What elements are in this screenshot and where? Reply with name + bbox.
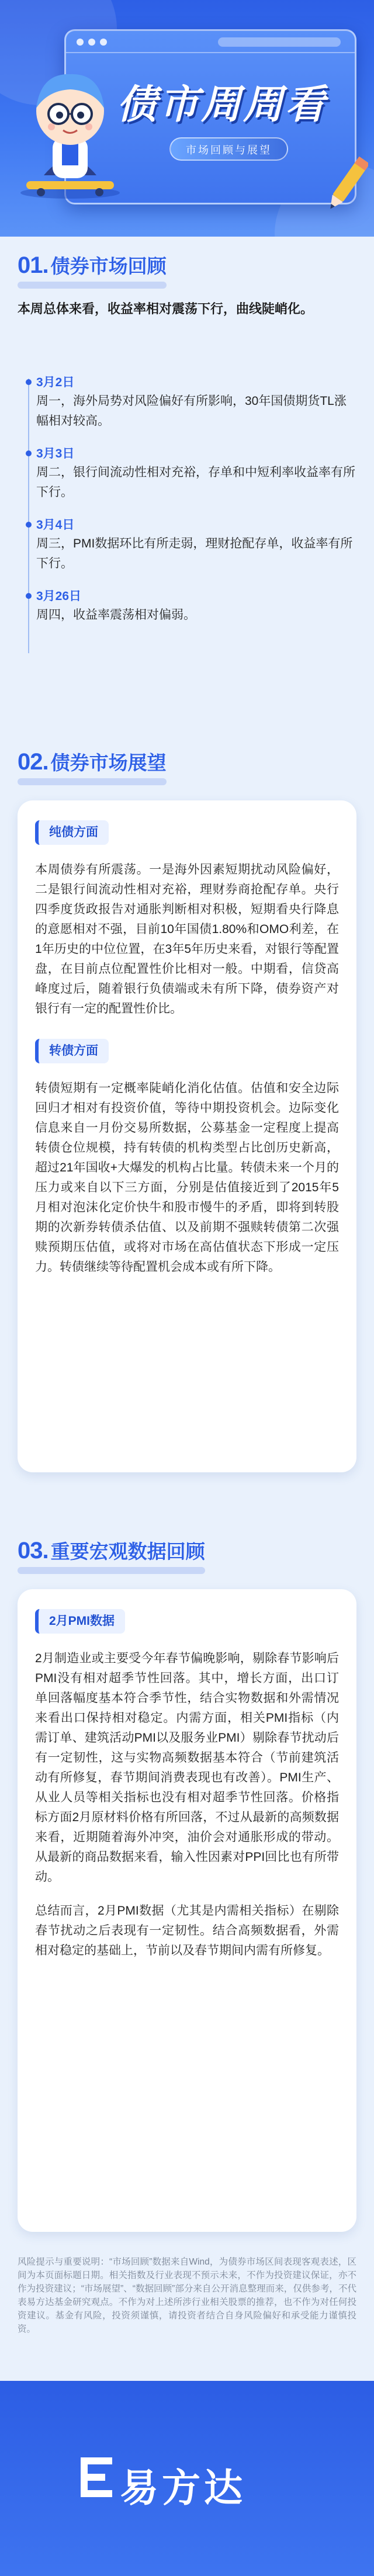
section-3-header	[18, 1537, 205, 1564]
section-title: 重要宏观数据回顾	[50, 1541, 205, 1562]
section-1-header	[18, 251, 167, 279]
macro-data-card	[18, 1589, 356, 2232]
timeline-item	[18, 516, 356, 574]
pmi-tag: 2月PMI数据	[35, 1609, 125, 1634]
convertible-bond-text: 转债短期有一定概率陡峭化消化估值。估值和安全边际回归才相对有投资价值，等待中期投资机会。边际变化信息来自一月份交易所数据，公募基金一定程度上提高转债仓位规模，持有转债的机构类型占比创历史新高，超过21年国收+大爆发的机构占比量。转债未来一个月的压力或来自以下三方面，分别是估值接近到了2015年5月相对泡沫化定价快牛和股市慢牛的矛盾，即将到转股期的次新券转债杀估值、以及前期不强赎转债第二次强赎预期压估值，或将对市场在高估值状态下形成一定压力。转债继续等待配置机会成本或有所下降。	[35, 1081, 339, 1274]
timeline-date: 3月4日	[36, 518, 75, 532]
brand-name: 易方达	[120, 2466, 246, 2509]
pmi-paragraph-2: 总结而言，2月PMI数据（尤其是内需相关指标）在剔除春节扰动之后表现有一定韧性。结合高频数据看，外需相对稳定的基础上，节前以及春节期间内需有所修复。	[35, 1904, 339, 1957]
market-review-timeline	[18, 374, 356, 639]
banner-subtitle: 市场回顾与展望	[169, 137, 288, 161]
section-title: 债券市场回顾	[50, 255, 167, 277]
timeline-item	[18, 588, 356, 625]
timeline-date: 3月3日	[36, 447, 75, 460]
outlook-card	[18, 800, 356, 1472]
mascot-illustration	[12, 56, 129, 202]
risk-disclaimer: 风险提示与重要说明：“市场回顾”数据来自Wind，为债券市场区间表现客观表述，区间为本页面标题日期。相关指数及行业表现不预示未来，不作为投资建议保证，亦不作为投资建议；“市场展望”、“数据回顾”部分来自公开消息整理而来，仅供参考，不代表易方达基金研究观点。不作为对上述所涉行业相关股票的推荐，也不作为对任何投资建议。基金有风险，投资须谨慎，请投资者结合自身风险偏好和承受能力谨慎投资。	[18, 2257, 356, 2334]
section-number: 03.	[18, 1538, 49, 1563]
pure-bond-tag: 纯债方面	[35, 820, 109, 845]
convertible-bond-tag: 转债方面	[35, 1039, 109, 1063]
banner-title: 债市周周看	[117, 82, 328, 128]
brand-logo-icon	[76, 2454, 117, 2501]
pencil-icon	[327, 149, 368, 219]
timeline-date: 3月26日	[36, 590, 82, 603]
timeline-item	[18, 445, 356, 502]
section-number: 01.	[18, 252, 49, 278]
timeline-text: 周四，收益率震荡相对偏弱。	[36, 608, 196, 622]
pure-bond-text: 本周债券有所震荡。一是海外因素短期扰动风险偏好，二是银行间流动性相对充裕，理财券商抢配存单。央行四季度货政报告对通胀判断相对积极，短期看央行降息的意愿相对不强，目前10年国债1.80%和OMO利差，在1年历史的中位位置，在3年5年历史来看，对银行等配置盘，在目前点位配置性价比相对一般。中期看，信贷高峰度过后，随着银行负债端或未有所下降，债券资产对银行有一定的配置性价比。	[35, 863, 339, 1015]
footer-brand-area	[0, 2381, 374, 2576]
timeline-item	[18, 374, 356, 431]
timeline-text: 周三，PMI数据环比有所走弱，理财抢配存单，收益率有所下行。	[36, 537, 353, 570]
timeline-text: 周二，银行间流动性相对充裕，存单和中短利率收益率有所下行。	[36, 466, 355, 499]
section-1-intro: 本周总体来看，收益率相对震荡下行，曲线陡峭化。	[18, 301, 314, 316]
section-title: 债券市场展望	[50, 752, 167, 774]
header-banner	[0, 0, 374, 237]
pmi-paragraph-1: 2月制造业或主要受今年春节偏晚影响，剔除春节影响后PMI没有相对超季节性回落。其中，增长方面，出口订单回落幅度基本符合季节性，结合实物数据和外需情况来看出口保持相对稳定。内需方面，相关PMI指标（内需订单、建筑活动PMI以及服务业PMI）剔除春节扰动后有一定韧性，这与实物高频数据基本符合（节前建筑活动有所修复，春节期间消费表现也有改善）。PMI生产、从业人员等相关指标也没有相对超季节性回落。价格指标方面2月原材料价格有所回落，不过从最新的高频数据来看，近期随着海外冲突，油价会对通胀形成的带动。从最新的商品数据来看，输入性因素对PPI回比也有所带动。	[35, 1652, 339, 1884]
timeline-date: 3月2日	[36, 376, 75, 389]
timeline-text: 周一，海外局势对风险偏好有所影响，30年国债期货TL涨幅相对较高。	[36, 394, 347, 428]
section-number: 02.	[18, 749, 49, 775]
section-2-header	[18, 748, 167, 775]
